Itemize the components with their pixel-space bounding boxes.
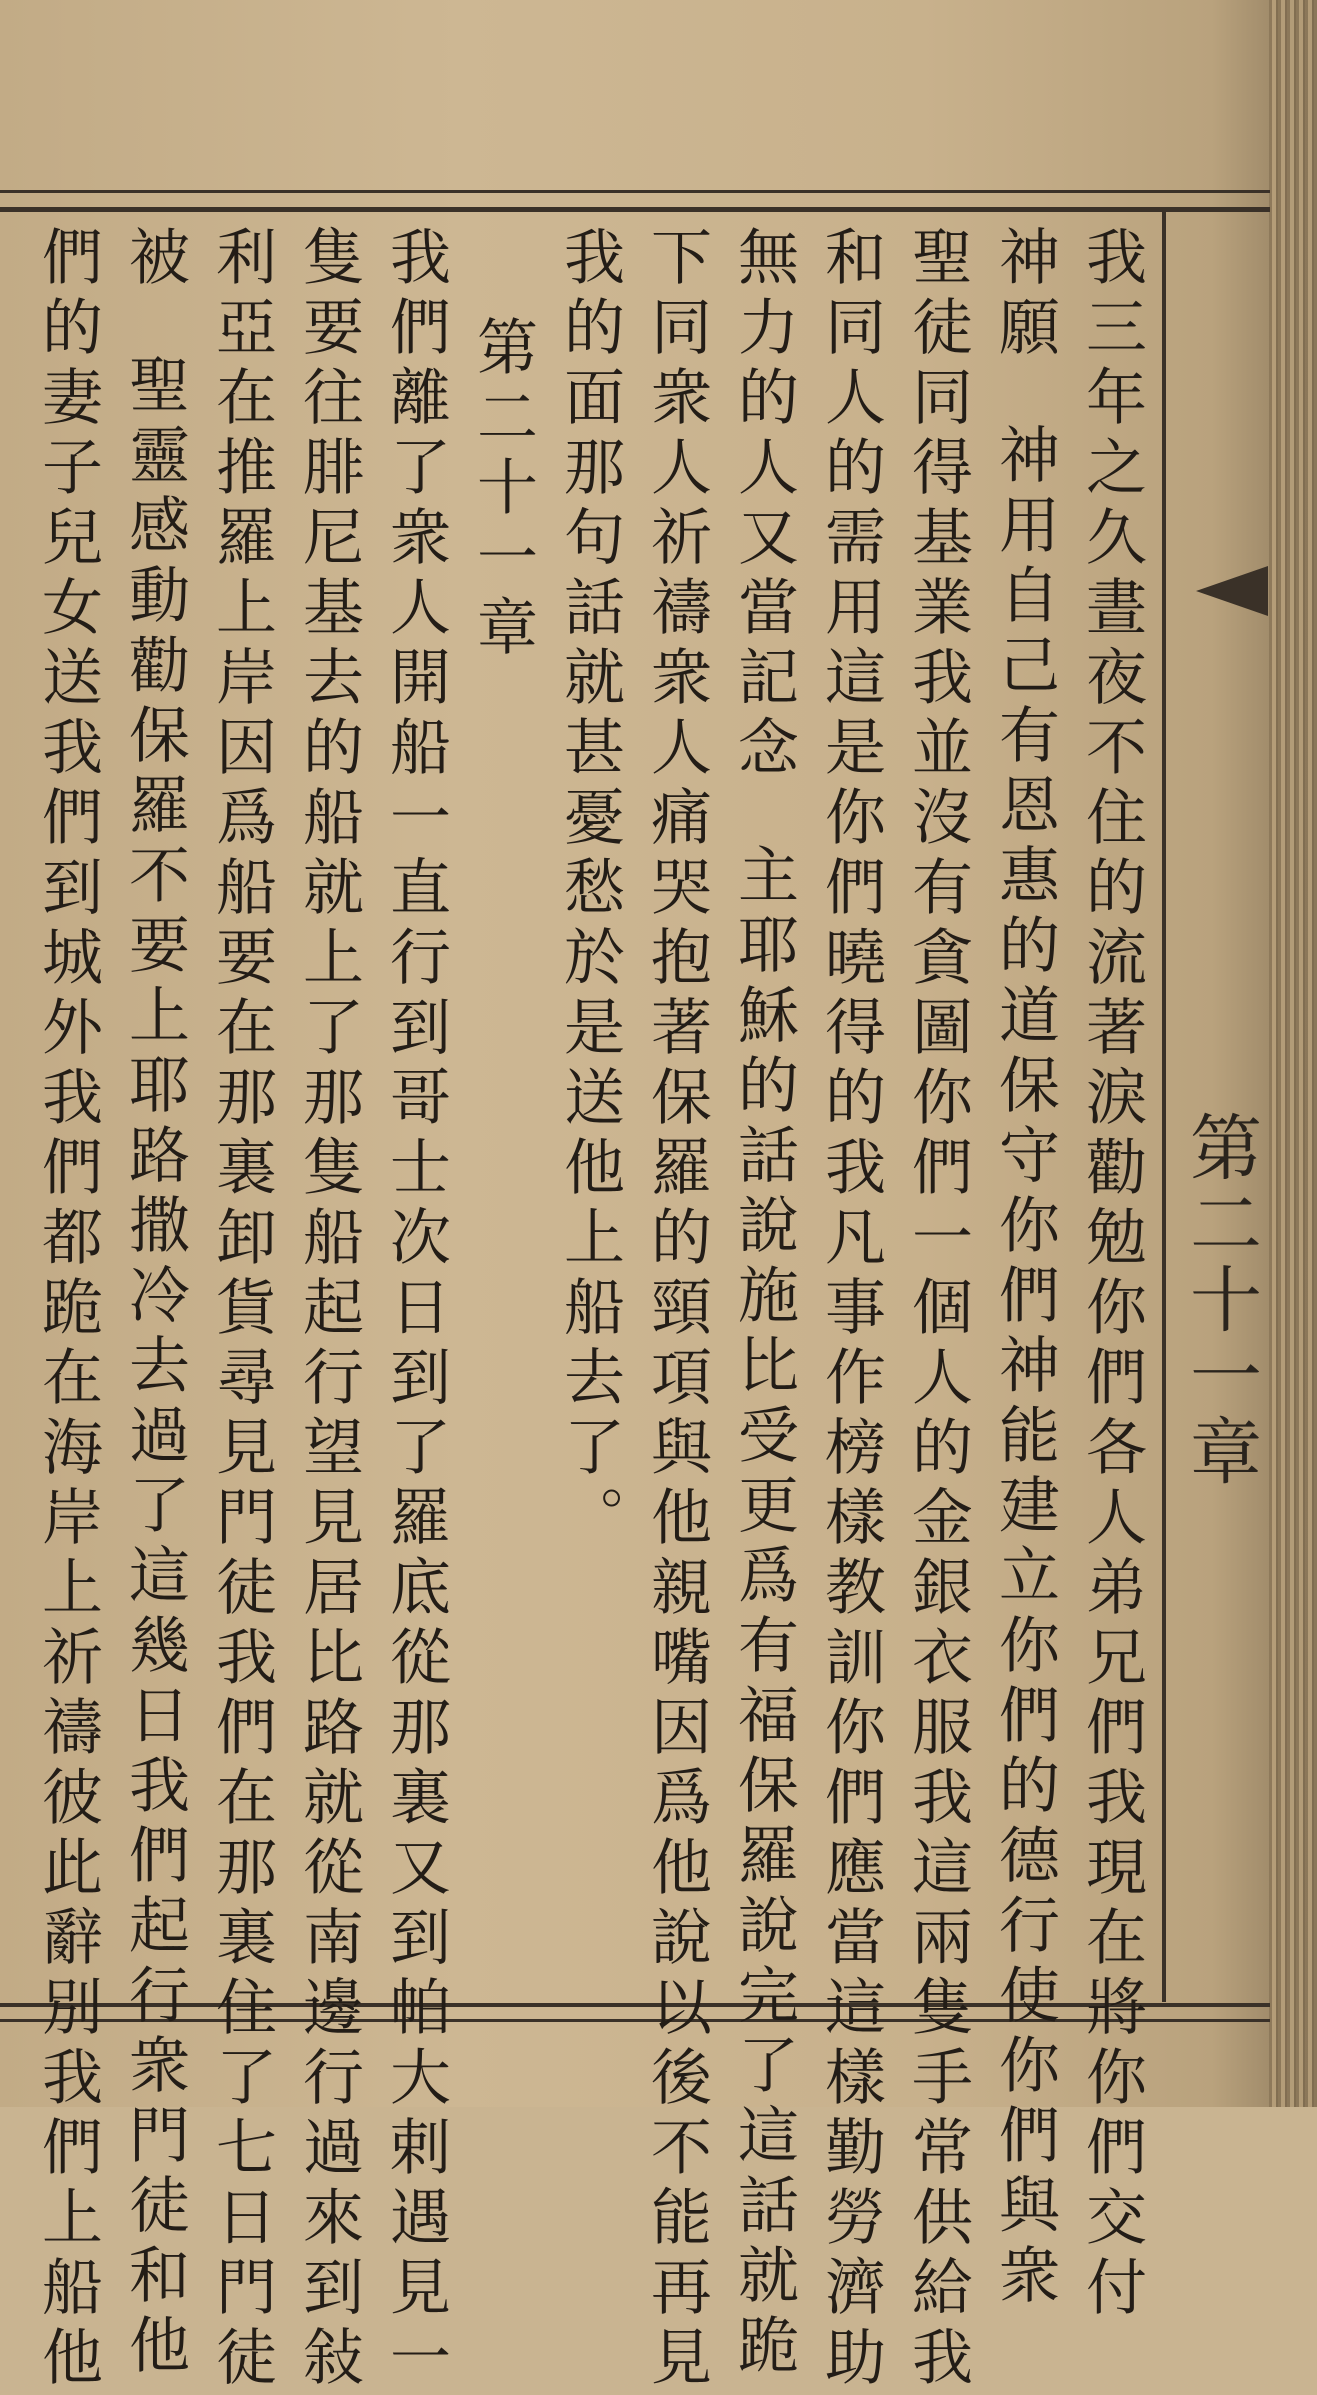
column-text: 神願 [989, 225, 1060, 365]
text-column [111, 225, 198, 2383]
text-column [1068, 225, 1155, 2325]
chapter-heading: 第二十一章 [467, 315, 538, 665]
column-text: 我們離了衆人開船一直行到哥士次日到了羅底從那裏又到帕大剌遇見一 [380, 225, 451, 2395]
text-column [24, 225, 111, 2395]
page-edge [1269, 0, 1317, 2107]
column-text: 下同衆人祈禱衆人痛哭抱著保羅的頸項與他親嘴因爲他說以後不能再見 [641, 225, 712, 2395]
text-column [198, 225, 285, 2395]
text-block [32, 225, 1155, 2395]
column-text: 主耶穌的話說施比受更爲有福保羅說完了這話就跪 [728, 843, 799, 2383]
column-text: 神用自己有恩惠的道保守你們神能建立你們的德行使你們與衆 [989, 423, 1060, 2313]
text-column [285, 225, 372, 2395]
text-column [633, 225, 720, 2395]
text-column [720, 225, 807, 2383]
column-text: 隻要往腓尼基去的船就上了那隻船起行望見居比路就從南邊行過來到敍 [293, 225, 364, 2395]
text-column [807, 225, 894, 2395]
text-column [372, 225, 459, 2395]
column-text: 們的妻子兒女送我們到城外我們都跪在海岸上祈禱彼此辭別我們上船他 [32, 225, 103, 2395]
text-column [894, 225, 981, 2395]
text-column [981, 225, 1068, 2313]
column-text: 無力的人又當記念 [728, 225, 799, 785]
column-text: 聖靈感動勸保羅不要上耶路撒冷去過了這幾日我們起行衆門徒和他 [119, 353, 190, 2383]
column-text: 我三年之久晝夜不住的流著淚勸勉你們各人弟兄們我現在將你們交付 [1076, 225, 1147, 2325]
column-text: 和同人的需用這是你們曉得的我凡事作榜樣教訓你們應當這樣勤勞濟助 [815, 225, 886, 2395]
running-header: 第二十一章 [1178, 1110, 1262, 1490]
column-text: 聖徒同得基業我並沒有貪圖你們一個人的金銀衣服我這兩隻手常供給我 [902, 225, 973, 2395]
column-text: 利亞在推羅上岸因爲船要在那裏卸貨尋見門徒我們在那裏住了七日門徒 [206, 225, 277, 2395]
text-column [546, 225, 633, 1995]
margin-rule [1162, 212, 1166, 2002]
column-text: 我的面那句話就甚憂愁於是送他上船去了。 [554, 225, 625, 1555]
frame-top-border [0, 190, 1270, 212]
column-text: 被 [119, 225, 190, 295]
